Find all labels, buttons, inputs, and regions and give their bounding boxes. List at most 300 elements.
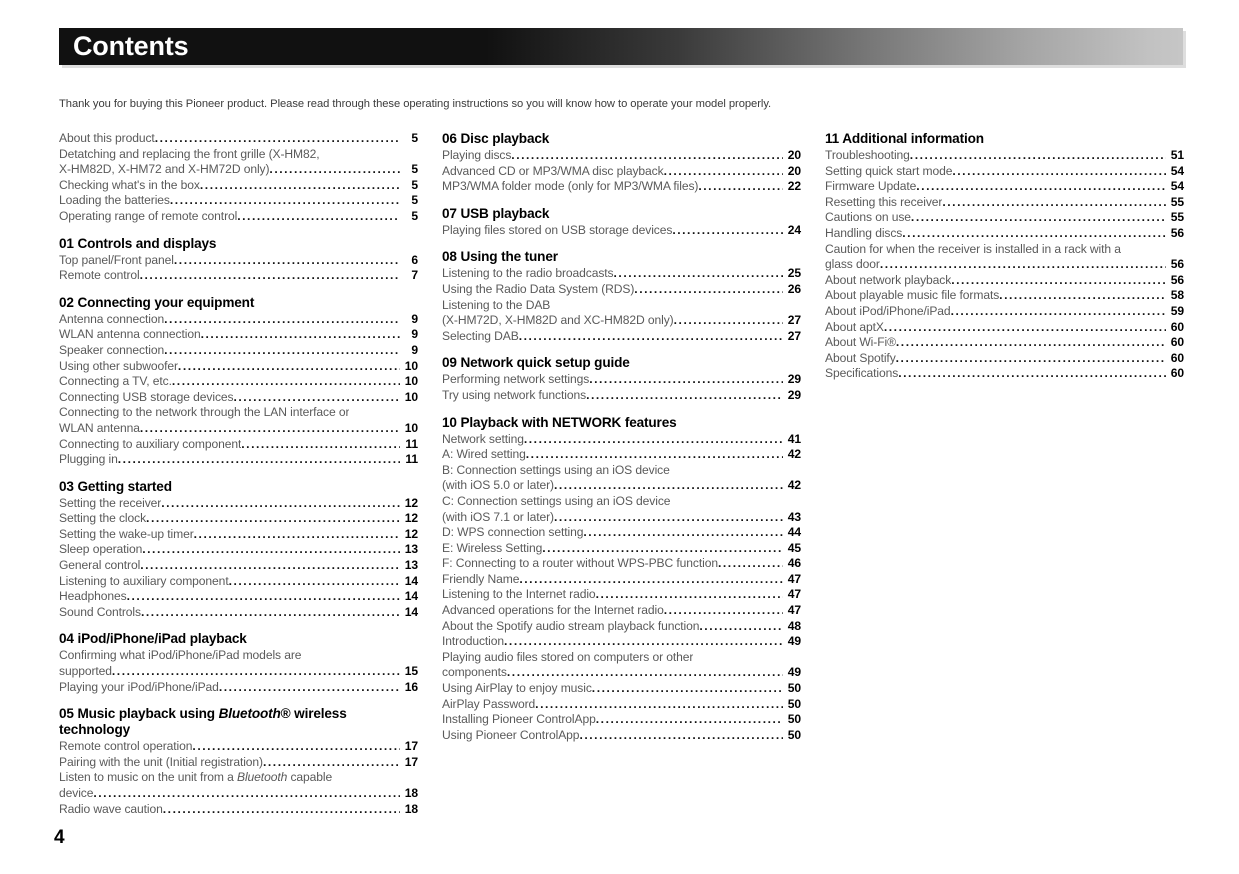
toc-entry[interactable] bbox=[442, 728, 801, 744]
toc-leader-dots bbox=[896, 351, 1166, 367]
toc-leader-dots bbox=[155, 131, 400, 147]
toc-page-number: 43 bbox=[787, 509, 801, 524]
toc-page-number: 46 bbox=[787, 556, 801, 571]
toc-entry[interactable] bbox=[442, 266, 801, 282]
toc-entry[interactable] bbox=[825, 148, 1184, 164]
toc-entry[interactable] bbox=[59, 327, 418, 343]
toc-leader-dots bbox=[952, 164, 1166, 180]
toc-entry[interactable] bbox=[59, 178, 418, 194]
toc-leader-dots bbox=[164, 343, 400, 359]
toc-leader-dots bbox=[583, 525, 783, 541]
toc-entry[interactable] bbox=[825, 195, 1184, 211]
toc-entry[interactable] bbox=[825, 179, 1184, 195]
toc-leader-dots bbox=[237, 209, 400, 225]
toc-entry[interactable] bbox=[59, 193, 418, 209]
toc-entry[interactable] bbox=[59, 574, 418, 590]
toc-page-number: 55 bbox=[1170, 194, 1184, 209]
toc-entry-label: Pairing with the unit (Initial registration) bbox=[59, 754, 263, 769]
toc-entry[interactable] bbox=[59, 558, 418, 574]
toc-leader-dots bbox=[178, 359, 400, 375]
toc-entry-label: C: Connection settings using an iOS device bbox=[442, 493, 671, 508]
toc-entry-label: Sound Controls bbox=[59, 604, 141, 619]
toc-page-number: 42 bbox=[787, 447, 801, 462]
toc-entry-label: Cautions on use bbox=[825, 210, 911, 225]
toc-entry-label: Radio wave caution bbox=[59, 801, 163, 816]
toc-entry[interactable] bbox=[442, 525, 801, 541]
toc-entry[interactable] bbox=[59, 209, 418, 225]
toc-leader-dots bbox=[554, 510, 783, 526]
toc-entry[interactable] bbox=[442, 681, 801, 697]
toc-entry[interactable] bbox=[59, 648, 418, 664]
column-1 bbox=[59, 131, 418, 817]
toc-leader-dots bbox=[524, 432, 783, 448]
toc-entry-label: Checking what's in the box bbox=[59, 177, 200, 192]
column-2 bbox=[442, 131, 801, 817]
toc-page-number: 6 bbox=[411, 252, 418, 267]
page-number: 4 bbox=[54, 827, 65, 848]
toc-entry[interactable] bbox=[442, 510, 801, 526]
toc-entry[interactable] bbox=[59, 390, 418, 406]
toc-leader-dots bbox=[596, 587, 783, 603]
toc-entry-label: Plugging in bbox=[59, 452, 118, 467]
toc-leader-dots bbox=[670, 494, 783, 510]
toc-leader-dots bbox=[1121, 242, 1166, 258]
toc-page-number: 12 bbox=[404, 511, 418, 526]
toc-leader-dots bbox=[880, 257, 1166, 273]
toc-section-heading: 08 Using the tuner bbox=[442, 249, 558, 265]
toc-entry-label: Advanced operations for the Internet radio bbox=[442, 603, 664, 618]
toc-entry[interactable] bbox=[442, 223, 801, 239]
toc-leader-dots bbox=[170, 193, 400, 209]
toc-page-number: 58 bbox=[1170, 288, 1184, 303]
toc-entry-label: Playing discs bbox=[442, 148, 512, 162]
toc-entry[interactable] bbox=[442, 712, 801, 728]
toc-entry-label: Performing network settings bbox=[442, 372, 590, 387]
column-3 bbox=[825, 131, 1184, 817]
toc-entry-label: Setting quick start mode bbox=[825, 163, 953, 178]
toc-leader-dots bbox=[140, 558, 400, 574]
toc-leader-dots bbox=[902, 226, 1166, 242]
toc-page-number: 5 bbox=[411, 177, 418, 192]
toc-leader-dots bbox=[320, 147, 400, 163]
toc-entry-label: Specifications bbox=[825, 366, 899, 381]
toc-entry[interactable] bbox=[825, 351, 1184, 367]
toc-leader-dots bbox=[898, 366, 1166, 382]
toc-entry[interactable] bbox=[59, 312, 418, 328]
toc-leader-dots bbox=[596, 712, 783, 728]
toc-page-number: 15 bbox=[404, 664, 418, 679]
toc-entry[interactable] bbox=[442, 634, 801, 650]
toc-leader-dots bbox=[586, 388, 783, 404]
toc-entry[interactable] bbox=[442, 494, 801, 510]
toc-page-number: 49 bbox=[787, 665, 801, 680]
toc-entry-label: Connecting a TV, etc. bbox=[59, 374, 172, 389]
toc-entry[interactable] bbox=[59, 374, 418, 390]
toc-page-number: 51 bbox=[1170, 148, 1184, 162]
toc-entry-label: glass door bbox=[825, 257, 880, 272]
toc-entry-label: About this product bbox=[59, 131, 155, 145]
toc-entry-label: B: Connection settings using an iOS device bbox=[442, 462, 670, 477]
toc-entry[interactable] bbox=[59, 664, 418, 680]
toc-entry-label: Friendly Name bbox=[442, 571, 520, 586]
toc-leader-dots bbox=[699, 619, 783, 635]
toc-entry-label: Remote control operation bbox=[59, 739, 193, 754]
toc-leader-dots bbox=[554, 478, 783, 494]
toc-entry[interactable] bbox=[59, 755, 418, 771]
toc-entry[interactable] bbox=[442, 556, 801, 572]
toc-entry[interactable] bbox=[825, 242, 1184, 258]
toc-page-number: 54 bbox=[1170, 163, 1184, 178]
toc-page-number: 22 bbox=[787, 179, 801, 194]
toc-page-number: 55 bbox=[1170, 210, 1184, 225]
toc-entry-label: Selecting DAB bbox=[442, 328, 519, 343]
toc-page-number: 10 bbox=[404, 389, 418, 404]
toc-entry-label: About Spotify bbox=[825, 350, 896, 365]
toc-entry-label: Connecting USB storage devices bbox=[59, 389, 234, 404]
toc-entry[interactable] bbox=[59, 405, 418, 421]
toc-entry[interactable] bbox=[442, 432, 801, 448]
toc-page-number: 50 bbox=[787, 727, 801, 742]
toc-page-number: 29 bbox=[787, 372, 801, 387]
toc-leader-dots bbox=[589, 372, 783, 388]
toc-leader-dots bbox=[301, 648, 400, 664]
toc-entry-label: Playing your iPod/iPhone/iPad bbox=[59, 679, 219, 694]
toc-page-number: 27 bbox=[787, 313, 801, 328]
toc-leader-dots bbox=[664, 603, 783, 619]
toc-leader-dots bbox=[670, 463, 783, 479]
toc-leader-dots bbox=[263, 755, 400, 771]
toc-entry[interactable] bbox=[442, 587, 801, 603]
toc-entry[interactable] bbox=[442, 298, 801, 314]
toc-page-number: 24 bbox=[787, 222, 801, 237]
toc-entry[interactable] bbox=[442, 164, 801, 180]
toc-page-number: 10 bbox=[404, 374, 418, 389]
toc-section-heading: 01 Controls and displays bbox=[59, 235, 217, 251]
toc-leader-dots bbox=[192, 739, 400, 755]
toc-page-number: 17 bbox=[404, 754, 418, 769]
toc-entry-label: Setting the wake-up timer bbox=[59, 526, 194, 541]
toc-entry-label: Listening to the DAB bbox=[442, 297, 551, 312]
toc-entry[interactable] bbox=[59, 131, 418, 147]
toc-entry-label: About network playback bbox=[825, 272, 952, 287]
toc-entry-label: device bbox=[59, 786, 94, 800]
toc-page-number: 9 bbox=[411, 327, 418, 342]
toc-leader-dots bbox=[163, 802, 400, 818]
toc-page-number: 14 bbox=[404, 573, 418, 588]
toc-leader-dots bbox=[592, 681, 783, 697]
toc-leader-dots bbox=[693, 650, 783, 666]
toc-page-number: 14 bbox=[404, 604, 418, 619]
toc-page-number: 5 bbox=[411, 208, 418, 223]
toc-entry-label: Using the Radio Data System (RDS) bbox=[442, 281, 635, 296]
toc-page-number: 48 bbox=[787, 618, 801, 633]
toc-page-number: 9 bbox=[411, 311, 418, 326]
toc-section-heading: 04 iPod/iPhone/iPad playback bbox=[59, 631, 247, 647]
toc-entry[interactable] bbox=[59, 786, 418, 802]
toc-entry[interactable] bbox=[825, 226, 1184, 242]
toc-entry[interactable] bbox=[825, 164, 1184, 180]
toc-entry[interactable] bbox=[59, 452, 418, 468]
toc-leader-dots bbox=[507, 665, 783, 681]
toc-entry-label: (with iOS 7.1 or later) bbox=[442, 509, 554, 524]
toc-entry-label: About Wi-Fi® bbox=[825, 335, 896, 350]
toc-entry[interactable] bbox=[59, 605, 418, 621]
toc-entry[interactable] bbox=[442, 329, 801, 345]
toc-entry[interactable] bbox=[59, 496, 418, 512]
toc-leader-dots bbox=[951, 304, 1166, 320]
toc-page-number: 10 bbox=[404, 358, 418, 373]
toc-entry-label: Resetting this receiver bbox=[825, 194, 943, 209]
toc-columns bbox=[59, 131, 1189, 817]
toc-entry-label: Advanced CD or MP3/WMA disc playback bbox=[442, 163, 664, 178]
toc-entry[interactable] bbox=[442, 603, 801, 619]
toc-entry-label: F: Connecting to a router without WPS-PBC function bbox=[442, 556, 718, 571]
toc-leader-dots bbox=[219, 680, 400, 696]
toc-leader-dots bbox=[201, 327, 400, 343]
toc-leader-dots bbox=[229, 574, 400, 590]
toc-page-number: 60 bbox=[1170, 319, 1184, 334]
toc-entry[interactable] bbox=[442, 463, 801, 479]
toc-entry[interactable] bbox=[442, 179, 801, 195]
toc-entry-label: Playing audio files stored on computers or other bbox=[442, 649, 694, 664]
toc-page-number: 59 bbox=[1170, 303, 1184, 318]
toc-leader-dots bbox=[672, 223, 783, 239]
banner-gradient-bar bbox=[59, 28, 1183, 65]
toc-entry[interactable] bbox=[442, 282, 801, 298]
toc-entry-label: Listen to music on the unit from a Bluetooth capable bbox=[59, 770, 333, 785]
toc-entry-label: (with iOS 5.0 or later) bbox=[442, 478, 554, 493]
toc-entry[interactable] bbox=[59, 589, 418, 605]
toc-entry-label: X-HM82D, X-HM72 and X-HM72D only) bbox=[59, 162, 270, 177]
toc-entry-label: Connecting to auxiliary component bbox=[59, 436, 242, 451]
toc-entry-label: Confirming what iPod/iPhone/iPad models are bbox=[59, 648, 302, 663]
toc-page-number: 26 bbox=[787, 281, 801, 296]
toc-entry-label: Listening to the radio broadcasts bbox=[442, 266, 614, 281]
toc-entry-label: Using Pioneer ControlApp bbox=[442, 727, 580, 742]
toc-entry-label: E: Wireless Setting bbox=[442, 540, 543, 555]
toc-entry-label: About aptX bbox=[825, 319, 884, 334]
toc-entry[interactable] bbox=[825, 210, 1184, 226]
toc-entry[interactable] bbox=[825, 366, 1184, 382]
toc-entry-label: Try using network functions bbox=[442, 387, 587, 402]
toc-entry[interactable] bbox=[442, 572, 801, 588]
toc-entry-label: About iPod/iPhone/iPad bbox=[825, 303, 951, 318]
toc-section-heading: 03 Getting started bbox=[59, 478, 172, 494]
toc-section-heading: 02 Connecting your equipment bbox=[59, 294, 255, 310]
toc-entry-label: WLAN antenna bbox=[59, 420, 140, 435]
toc-section-heading: 11 Additional information bbox=[825, 131, 984, 146]
toc-entry[interactable] bbox=[442, 697, 801, 713]
toc-leader-dots bbox=[519, 329, 783, 345]
toc-entry-label: Sleep operation bbox=[59, 542, 143, 557]
toc-leader-dots bbox=[172, 374, 400, 390]
toc-page-number: 29 bbox=[787, 387, 801, 402]
toc-entry[interactable] bbox=[825, 288, 1184, 304]
toc-entry-label: General control bbox=[59, 558, 141, 573]
toc-entry[interactable] bbox=[825, 257, 1184, 273]
toc-entry[interactable] bbox=[442, 313, 801, 329]
toc-entry[interactable] bbox=[59, 253, 418, 269]
toc-page-number: 20 bbox=[787, 148, 801, 162]
toc-leader-dots bbox=[884, 320, 1166, 336]
toc-entry[interactable] bbox=[442, 478, 801, 494]
toc-page-number: 11 bbox=[405, 436, 418, 451]
toc-leader-dots bbox=[634, 282, 783, 298]
toc-leader-dots bbox=[511, 148, 783, 164]
toc-leader-dots bbox=[349, 405, 400, 421]
toc-page-number: 5 bbox=[411, 162, 418, 177]
toc-leader-dots bbox=[164, 312, 400, 328]
toc-entry[interactable] bbox=[442, 372, 801, 388]
toc-entry[interactable] bbox=[442, 388, 801, 404]
toc-leader-dots bbox=[526, 447, 783, 463]
toc-entry-label: Listening to the Internet radio bbox=[442, 587, 596, 602]
toc-entry[interactable] bbox=[59, 802, 418, 818]
toc-entry-label: About playable music file formats bbox=[825, 288, 1000, 303]
toc-section-heading: 06 Disc playback bbox=[442, 131, 550, 146]
toc-leader-dots bbox=[550, 298, 783, 314]
toc-page-number: 50 bbox=[787, 696, 801, 711]
toc-page-number: 20 bbox=[787, 163, 801, 178]
toc-page-number: 7 bbox=[411, 268, 418, 283]
toc-entry-label: Antenna connection bbox=[59, 311, 165, 326]
toc-entry[interactable] bbox=[442, 619, 801, 635]
toc-entry[interactable] bbox=[59, 511, 418, 527]
toc-page-number: 44 bbox=[787, 525, 801, 540]
toc-entry[interactable] bbox=[442, 541, 801, 557]
toc-leader-dots bbox=[674, 313, 783, 329]
toc-entry-label: Handling discs bbox=[825, 225, 903, 240]
toc-leader-dots bbox=[161, 496, 400, 512]
toc-entry-label: Listening to auxiliary component bbox=[59, 573, 229, 588]
toc-page-number: 13 bbox=[404, 558, 418, 573]
toc-entry-label: Setting the receiver bbox=[59, 495, 162, 510]
toc-entry-label: supported bbox=[59, 664, 112, 679]
toc-entry-label: Using other subwoofer bbox=[59, 358, 178, 373]
toc-entry-label: Introduction bbox=[442, 634, 504, 649]
toc-entry-label: WLAN antenna connection bbox=[59, 327, 201, 342]
toc-entry[interactable] bbox=[59, 680, 418, 696]
toc-entry[interactable] bbox=[59, 147, 418, 163]
toc-entry[interactable] bbox=[59, 268, 418, 284]
toc-leader-dots bbox=[664, 164, 783, 180]
toc-entry-label: Installing Pioneer ControlApp bbox=[442, 712, 596, 727]
toc-entry[interactable] bbox=[59, 359, 418, 375]
toc-entry-label: Troubleshooting bbox=[825, 148, 910, 162]
toc-section-heading: 10 Playback with NETWORK features bbox=[442, 414, 677, 430]
toc-leader-dots bbox=[142, 542, 400, 558]
toc-entry-label: Loading the batteries bbox=[59, 193, 170, 208]
toc-entry-label: A: Wired setting bbox=[442, 447, 526, 462]
toc-page-number: 10 bbox=[404, 420, 418, 435]
toc-page-number: 54 bbox=[1170, 179, 1184, 194]
toc-page-number: 9 bbox=[411, 342, 418, 357]
toc-leader-dots bbox=[896, 335, 1166, 351]
toc-leader-dots bbox=[614, 266, 784, 282]
toc-page-number: 45 bbox=[787, 540, 801, 555]
toc-page-number: 25 bbox=[787, 266, 801, 281]
toc-leader-dots bbox=[911, 210, 1166, 226]
toc-entry[interactable] bbox=[59, 739, 418, 755]
toc-entry[interactable] bbox=[825, 335, 1184, 351]
toc-entry-label: Remote control bbox=[59, 268, 140, 283]
toc-page-number: 60 bbox=[1170, 335, 1184, 350]
toc-page-number: 56 bbox=[1170, 225, 1184, 240]
toc-leader-dots bbox=[194, 527, 400, 543]
toc-page-number: 47 bbox=[787, 571, 801, 586]
toc-entry[interactable] bbox=[59, 437, 418, 453]
toc-leader-dots bbox=[241, 437, 400, 453]
toc-leader-dots bbox=[146, 511, 400, 527]
toc-page-number: 11 bbox=[405, 452, 418, 467]
toc-entry[interactable] bbox=[442, 447, 801, 463]
toc-entry[interactable] bbox=[825, 304, 1184, 320]
toc-entry[interactable] bbox=[59, 162, 418, 178]
toc-entry[interactable] bbox=[59, 527, 418, 543]
toc-leader-dots bbox=[698, 179, 783, 195]
toc-page-number: 47 bbox=[787, 587, 801, 602]
toc-entry-label: Firmware Update bbox=[825, 179, 917, 194]
toc-page-number: 12 bbox=[404, 526, 418, 541]
toc-page-number: 5 bbox=[411, 131, 418, 145]
toc-entry-label: Speaker connection bbox=[59, 342, 165, 357]
toc-page-number: 47 bbox=[787, 603, 801, 618]
toc-entry-label: components bbox=[442, 665, 507, 680]
toc-page-number: 56 bbox=[1170, 272, 1184, 287]
toc-entry-label: Network setting bbox=[442, 431, 524, 446]
toc-page-number: 50 bbox=[787, 681, 801, 696]
toc-page-number: 50 bbox=[787, 712, 801, 727]
toc-page-number: 41 bbox=[787, 431, 801, 446]
toc-leader-dots bbox=[718, 556, 783, 572]
toc-leader-dots bbox=[140, 268, 400, 284]
toc-section-heading: 09 Network quick setup guide bbox=[442, 355, 630, 371]
toc-leader-dots bbox=[542, 541, 783, 557]
toc-entry[interactable] bbox=[825, 273, 1184, 289]
toc-page-number: 12 bbox=[404, 495, 418, 510]
toc-entry[interactable] bbox=[59, 542, 418, 558]
toc-entry-label: D: WPS connection setting bbox=[442, 525, 584, 540]
toc-page-number: 42 bbox=[787, 478, 801, 493]
toc-page-number: 14 bbox=[404, 589, 418, 604]
toc-page-number: 56 bbox=[1170, 257, 1184, 272]
toc-leader-dots bbox=[916, 179, 1166, 195]
toc-leader-dots bbox=[332, 770, 400, 786]
contents-banner bbox=[59, 28, 1183, 65]
toc-entry[interactable] bbox=[442, 665, 801, 681]
toc-entry-label: Connecting to the network through the LAN interface or bbox=[59, 405, 350, 420]
toc-leader-dots bbox=[999, 288, 1166, 304]
toc-page-number: 60 bbox=[1170, 366, 1184, 381]
toc-entry[interactable] bbox=[59, 343, 418, 359]
toc-page-number: 18 bbox=[404, 801, 418, 816]
toc-page-number: 17 bbox=[404, 739, 418, 754]
toc-entry[interactable] bbox=[825, 320, 1184, 336]
toc-entry[interactable] bbox=[59, 770, 418, 786]
toc-entry-label: Operating range of remote control bbox=[59, 208, 238, 223]
toc-page-number: 13 bbox=[404, 542, 418, 557]
toc-leader-dots bbox=[112, 664, 400, 680]
toc-leader-dots bbox=[174, 253, 400, 269]
toc-page-number: 5 bbox=[411, 193, 418, 208]
toc-leader-dots bbox=[233, 390, 400, 406]
toc-entry[interactable] bbox=[59, 421, 418, 437]
toc-entry[interactable] bbox=[442, 650, 801, 666]
toc-entry[interactable] bbox=[442, 148, 801, 164]
toc-entry-label: MP3/WMA folder mode (only for MP3/WMA files) bbox=[442, 179, 699, 194]
toc-leader-dots bbox=[200, 178, 400, 194]
toc-entry-label: (X-HM72D, X-HM82D and XC-HM82D only) bbox=[442, 313, 674, 328]
